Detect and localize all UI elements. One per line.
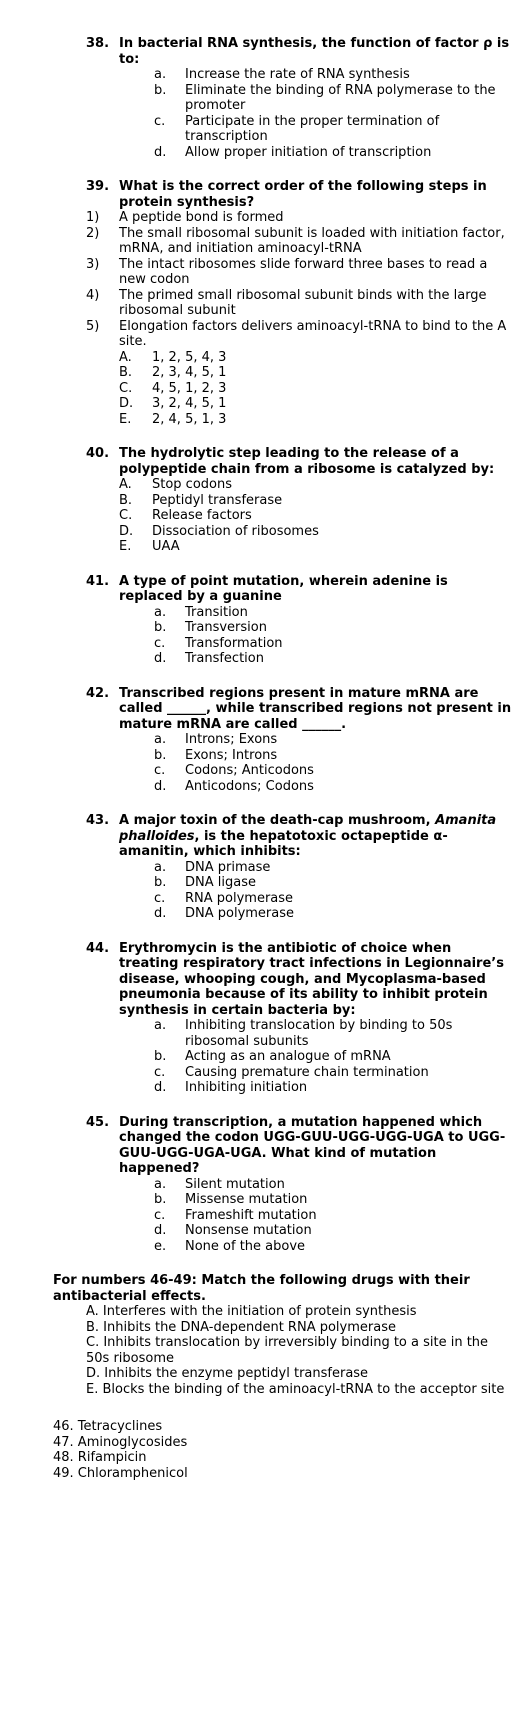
answer-option — [0, 1049, 519, 1065]
answer-option — [0, 381, 519, 397]
step-item — [0, 257, 519, 288]
option-text: 3, 2, 4, 5, 1 — [152, 396, 227, 411]
answer-option — [0, 605, 519, 621]
drug-list — [53, 1419, 511, 1481]
step-label: 5) — [86, 318, 100, 334]
answer-option — [0, 524, 519, 540]
answer-option — [0, 1018, 519, 1049]
option-label: D. — [119, 523, 134, 539]
option-text: Exons; Introns — [185, 747, 278, 763]
drug-item: 47. Aminoglycosides — [53, 1434, 188, 1450]
drug-item: 46. Tetracyclines — [53, 1419, 163, 1434]
question-text: In bacterial RNA synthesis, the function of factor ρ is to: — [119, 36, 510, 67]
question-text: The hydrolytic step leading to the release of a polypeptide chain from a ribosome is catalyzed by: — [119, 446, 495, 477]
answer-option — [0, 1177, 519, 1193]
question-text: A major toxin of the death-cap mushroom, Amanita phalloides, is the hepatotoxic octapeptide α-amanitin, which inhibits: — [119, 813, 497, 859]
option-label: b. — [154, 1049, 167, 1064]
answer-option — [0, 748, 519, 764]
answer-option — [0, 1223, 519, 1239]
step-item — [0, 226, 519, 257]
option-label: b. — [154, 875, 167, 890]
option-text: Missense mutation — [185, 1192, 308, 1207]
step-text: The small ribosomal subunit is loaded with initiation factor, mRNA, and initiation aminoacyl-tRNA — [119, 225, 505, 256]
answer-option — [0, 508, 519, 524]
answer-option — [0, 477, 519, 493]
option-text: Causing premature chain termination — [185, 1064, 429, 1080]
question-block — [0, 179, 519, 427]
question-number: 39. — [86, 179, 110, 194]
question-text: A type of point mutation, wherein adenine is replaced by a guanine — [119, 573, 448, 604]
answer-option — [0, 145, 519, 161]
answer-option — [0, 396, 519, 412]
question-list — [0, 36, 519, 1254]
option-text: Codons; Anticodons — [185, 763, 314, 778]
option-text: Peptidyl transferase — [152, 492, 283, 508]
question-heading — [0, 179, 519, 210]
option-label: e. — [154, 1238, 167, 1254]
answer-option — [0, 365, 519, 381]
option-label: a. — [154, 1018, 167, 1033]
answer-option — [0, 906, 519, 922]
option-label: B. — [119, 365, 133, 380]
option-text: Transformation — [185, 635, 283, 651]
step-label: 1) — [86, 210, 100, 225]
option-text: 2, 3, 4, 5, 1 — [152, 365, 227, 380]
option-text: Participate in the proper termination of transcription — [185, 113, 440, 144]
matching-section — [0, 1273, 519, 1481]
option-label: b. — [154, 1192, 167, 1207]
option-label: d. — [154, 778, 167, 794]
option-label: b. — [154, 747, 167, 763]
effect-item: E. Blocks the binding of the aminoacyl-tRNA to the acceptor site — [86, 1381, 505, 1397]
option-text: 1, 2, 5, 4, 3 — [152, 349, 227, 365]
option-label: E. — [119, 539, 132, 554]
answer-option — [0, 67, 519, 83]
option-text: Transfection — [185, 651, 264, 666]
question-number: 43. — [86, 813, 110, 828]
option-label: d. — [154, 906, 167, 921]
option-label: d. — [154, 144, 167, 160]
question-heading — [0, 941, 519, 1019]
question-heading — [0, 686, 519, 733]
question-text: Erythromycin is the antibiotic of choice when treating respiratory tract infections in Legionnaire’s disease, whooping cough, and Mycoplasma-based pneumonia because of its ability to inhibit protein synthesis in certain bacteria by: — [119, 940, 504, 1018]
answer-option — [0, 114, 519, 145]
option-text: Inhibiting initiation — [185, 1080, 308, 1095]
option-text: Nonsense mutation — [185, 1223, 312, 1238]
option-label: A. — [119, 477, 132, 492]
option-label: D. — [119, 396, 134, 411]
option-label: C. — [119, 508, 133, 523]
option-label: d. — [154, 1223, 167, 1238]
option-text: Dissociation of ribosomes — [152, 523, 319, 539]
option-text: DNA primase — [185, 859, 271, 875]
answer-option — [0, 636, 519, 652]
option-text: Eliminate the binding of RNA polymerase to the promoter — [185, 82, 496, 113]
option-text: Acting as an analogue of mRNA — [185, 1049, 391, 1064]
effect-item: C. Inhibits translocation by irreversibly binding to a site in the 50s ribosome — [86, 1335, 489, 1366]
option-label: c. — [154, 1064, 166, 1080]
question-block — [0, 941, 519, 1096]
answer-option — [0, 1065, 519, 1081]
option-text: Release factors — [152, 508, 252, 523]
option-label: b. — [154, 620, 167, 635]
option-text: Allow proper initiation of transcription — [185, 144, 432, 160]
answer-option — [0, 875, 519, 891]
answer-option — [0, 620, 519, 636]
option-label: a. — [154, 67, 167, 82]
question-text: Transcribed regions present in mature mRNA are called ______, while transcribed regions not present in mature mRNA are called ______. — [119, 685, 512, 732]
answer-option — [0, 763, 519, 779]
question-heading — [0, 813, 519, 860]
option-text: None of the above — [185, 1238, 306, 1254]
option-label: c. — [154, 635, 166, 651]
option-label: d. — [154, 1080, 167, 1095]
drug-item: 49. Chloramphenicol — [53, 1465, 188, 1481]
option-text: Frameshift mutation — [185, 1207, 317, 1223]
option-text: Increase the rate of RNA synthesis — [185, 67, 410, 82]
option-label: c. — [154, 1207, 166, 1223]
question-heading — [0, 574, 519, 605]
answer-option — [0, 779, 519, 795]
option-text: Stop codons — [152, 477, 233, 492]
option-label: a. — [154, 1176, 167, 1192]
effect-item: A. Interferes with the initiation of protein synthesis — [86, 1304, 417, 1319]
question-number: 41. — [86, 573, 110, 589]
step-text: A peptide bond is formed — [119, 210, 284, 225]
drug-item: 48. Rifampicin — [53, 1450, 147, 1465]
option-label: d. — [154, 651, 167, 666]
question-number: 44. — [86, 940, 110, 956]
question-block — [0, 446, 519, 555]
question-number: 40. — [86, 446, 110, 461]
step-item — [0, 319, 519, 350]
option-text: Inhibiting translocation by binding to 50s ribosomal subunits — [185, 1018, 453, 1049]
option-text: Anticodons; Codons — [185, 778, 314, 794]
step-text: The primed small ribosomal subunit binds with the large ribosomal subunit — [119, 287, 487, 318]
option-text: RNA polymerase — [185, 890, 294, 906]
option-text: DNA ligase — [185, 875, 256, 890]
option-text: Silent mutation — [185, 1176, 285, 1192]
step-text: The intact ribosomes slide forward three bases to read a new codon — [119, 256, 488, 287]
option-label: B. — [119, 492, 133, 508]
step-label: 2) — [86, 225, 100, 241]
answer-option — [0, 1192, 519, 1208]
answer-option — [0, 1080, 519, 1096]
question-block — [0, 574, 519, 667]
question-block — [0, 36, 519, 160]
question-number: 45. — [86, 1114, 110, 1130]
option-text: 4, 5, 1, 2, 3 — [152, 380, 227, 396]
question-text: What is the correct order of the following steps in protein synthesis? — [119, 179, 487, 210]
question-number: 38. — [86, 36, 110, 51]
answer-option — [0, 891, 519, 907]
step-item — [0, 210, 519, 226]
option-text: Transition — [185, 604, 248, 620]
answer-option — [0, 651, 519, 667]
option-text: UAA — [152, 539, 180, 554]
answer-option — [0, 1208, 519, 1224]
effects-list — [53, 1304, 511, 1397]
question-number: 42. — [86, 685, 110, 701]
question-heading — [0, 446, 519, 477]
question-block — [0, 1115, 519, 1255]
question-heading — [0, 1115, 519, 1177]
option-label: A. — [119, 349, 132, 365]
option-text: Transversion — [185, 620, 267, 635]
answer-option — [0, 493, 519, 509]
answer-option — [0, 860, 519, 876]
option-label: c. — [154, 890, 166, 906]
option-label: c. — [154, 113, 166, 129]
answer-option — [0, 350, 519, 366]
question-heading — [0, 36, 519, 67]
option-label: b. — [154, 82, 167, 98]
answer-option — [0, 1239, 519, 1255]
step-label: 3) — [86, 256, 100, 272]
step-label: 4) — [86, 287, 100, 303]
option-label: a. — [154, 604, 167, 620]
answer-option — [0, 83, 519, 114]
step-item — [0, 288, 519, 319]
option-label: C. — [119, 380, 133, 396]
answer-option — [0, 539, 519, 555]
answer-option — [0, 412, 519, 428]
option-label: c. — [154, 763, 166, 778]
option-label: a. — [154, 859, 167, 875]
effect-item: B. Inhibits the DNA-dependent RNA polymerase — [86, 1319, 396, 1335]
step-text: Elongation factors delivers aminoacyl-tRNA to bind to the A site. — [119, 318, 507, 349]
matching-heading: For numbers 46-49: Match the following drugs with their antibacterial effects. — [53, 1273, 470, 1304]
effect-item: D. Inhibits the enzyme peptidyl transferase — [86, 1366, 369, 1381]
option-text: DNA polymerase — [185, 906, 295, 921]
option-label: a. — [154, 732, 167, 747]
answer-option — [0, 732, 519, 748]
question-block — [0, 813, 519, 922]
question-block — [0, 686, 519, 795]
option-text: Introns; Exons — [185, 732, 278, 747]
option-text: 2, 4, 5, 1, 3 — [152, 411, 227, 427]
exam-document — [0, 36, 519, 1481]
option-label: E. — [119, 411, 132, 427]
question-text: During transcription, a mutation happened which changed the codon UGG-GUU-UGG-UGG-UGA to UGG-GUU-UGG-UGA-UGA. What kind of mutation happened? — [119, 1114, 506, 1176]
